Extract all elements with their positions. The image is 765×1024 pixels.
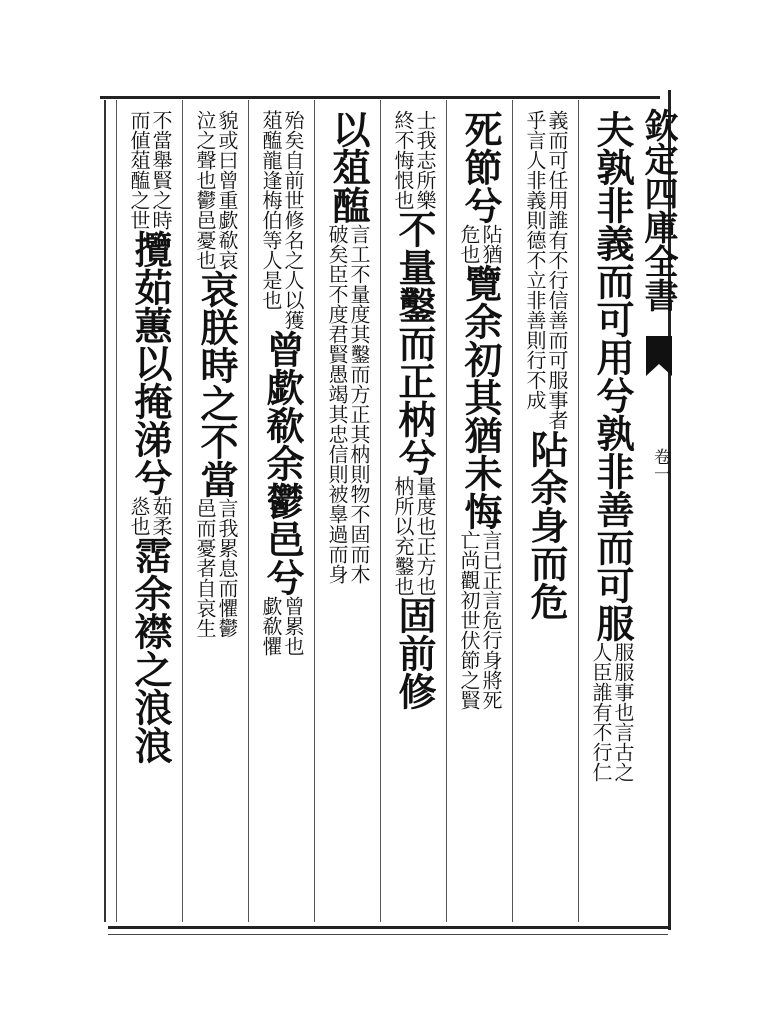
commentary-pair: [458, 224, 502, 264]
text-column: [450, 110, 510, 910]
frame-left-border: [104, 100, 106, 922]
margin-volume-label: 卷一: [650, 448, 670, 482]
text-column: [318, 110, 378, 910]
commentary-pair: [458, 530, 502, 710]
commentary-left: 邑而憂者自哀生: [193, 498, 217, 638]
commentary-right: 曾累也: [281, 596, 305, 656]
commentary-right: 義而可任用誰有不行信善而可服事者: [545, 110, 569, 430]
text-column: [120, 110, 180, 910]
commentary-left: 亡尚觀初世伏節之賢: [457, 530, 481, 710]
commentary-left: 泣之聲也鬱邑憂也: [193, 110, 217, 270]
text-column: [252, 110, 312, 910]
commentary-right: 殆矣自前世修名之人以獲: [281, 110, 305, 330]
commentary-right: 士我志所樂: [413, 110, 437, 210]
main-text: 攬茹蕙以掩涕兮: [128, 230, 173, 496]
commentary-left: 乎言人非義則德不立非善則行不成: [523, 110, 547, 410]
main-text: 夫孰非義而可用兮孰非善而可服: [590, 110, 635, 642]
commentary-pair: [524, 110, 568, 430]
commentary-left: 歔欷懼: [259, 596, 283, 656]
commentary-left: 㥕也: [127, 496, 151, 536]
column-rule: [182, 100, 183, 922]
commentary-left: 危也: [457, 224, 481, 264]
commentary-pair: [392, 476, 436, 596]
text-column: [582, 110, 642, 910]
commentary-left: 枘所以充鑿也: [391, 476, 415, 596]
commentary-pair: [392, 110, 436, 210]
text-column: [186, 110, 246, 910]
main-text: 霑余襟之浪浪: [128, 536, 173, 764]
fishtail-ornament-icon: [646, 336, 672, 376]
column-rule: [512, 100, 513, 922]
commentary-right: 不當舉賢之時: [149, 110, 173, 230]
column-rule: [116, 100, 117, 922]
column-rule: [380, 100, 381, 922]
commentary-pair: [128, 496, 172, 536]
commentary-right: 服服事也言古之: [611, 642, 635, 782]
commentary-right: 阽猶: [479, 224, 503, 264]
commentary-left: 葅醢龍逢梅伯等人是也: [259, 110, 283, 310]
column-rule: [248, 100, 249, 922]
main-text: 固前修: [392, 596, 437, 710]
commentary-left: 終不悔恨也: [391, 110, 415, 210]
main-text: 以葅醢: [326, 110, 371, 224]
commentary-right: 言已正言危行身將死: [479, 530, 503, 710]
commentary-pair: [260, 596, 304, 656]
column-rule: [578, 100, 579, 922]
main-text: 阽余身而危: [524, 430, 569, 620]
text-column: [516, 110, 576, 910]
commentary-right: 言我累息而懼鬱: [215, 498, 239, 638]
text-column: [384, 110, 444, 910]
commentary-right: 言工不量度其鑿而方正其枘則物不固而木: [347, 224, 371, 584]
commentary-pair: [590, 642, 634, 782]
commentary-left: 而値葅醢之世: [127, 110, 151, 230]
commentary-right: 量度也正方也: [413, 476, 437, 596]
commentary-left: 人臣誰有不行仁: [589, 642, 613, 782]
commentary-right: 茹柔: [149, 496, 173, 536]
frame-bottom-border: [108, 926, 668, 929]
commentary-left: 破矣臣不度君賢愚竭其忠信則被辠過而身: [325, 224, 349, 584]
frame-bottom-inner-border: [108, 934, 668, 935]
frame-top-border: [100, 96, 660, 99]
commentary-pair: [326, 224, 370, 584]
commentary-right: 貌或曰曾重歔欷哀: [215, 110, 239, 270]
main-text: 不量鑿而正枘兮: [392, 210, 437, 476]
column-rule: [446, 100, 447, 922]
commentary-pair: [194, 498, 238, 638]
main-text: 曾歔欷余鬱邑兮: [260, 330, 305, 596]
commentary-pair: [128, 110, 172, 230]
commentary-pair: [260, 110, 304, 330]
margin-book-title: 欽定四庫全書: [638, 108, 678, 312]
commentary-pair: [194, 110, 238, 270]
column-rule: [314, 100, 315, 922]
main-text: 哀朕時之不當: [194, 270, 239, 498]
main-text: 覽余初其猶未悔: [458, 264, 503, 530]
main-text: 死節兮: [458, 110, 503, 224]
